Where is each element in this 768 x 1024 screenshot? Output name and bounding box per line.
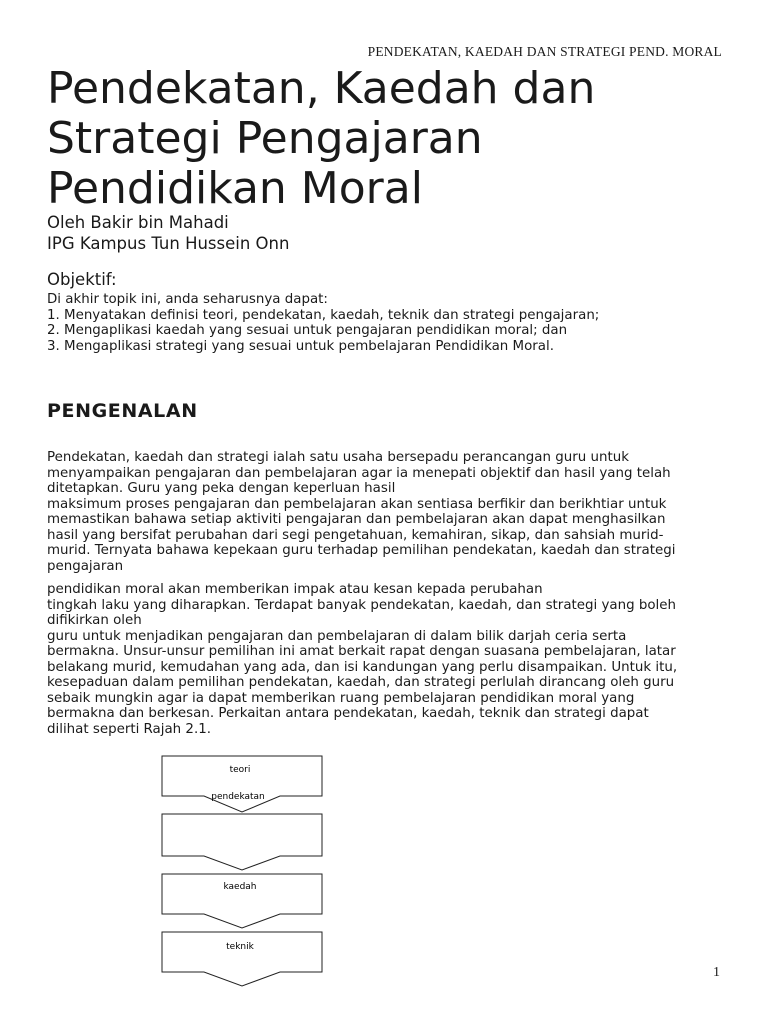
text-line: bermakna dan berkesan. Perkaitan antara pendekatan, kaedah, teknik dan strategi dapat: [47, 706, 649, 721]
diagram-label-teknik: teknik: [226, 942, 254, 952]
objective-item: 2. Mengaplikasi kaedah yang sesuai untuk pengajaran pendidikan moral; dan: [47, 323, 568, 338]
text-line: menyampaikan pengajaran dan pembelajaran agar ia menepati objektif dan hasil yang telah: [47, 465, 671, 481]
text-line: pendidikan moral akan memberikan impak atau kesan kepada perubahan: [47, 582, 543, 597]
objectives-intro: Di akhir topik ini, anda seharusnya dapat:: [47, 292, 328, 307]
text-line: tingkah laku yang diharapkan. Terdapat banyak pendekatan, kaedah, dan strategi yang boleh: [47, 597, 676, 613]
objective-item: 3. Mengaplikasi strategi yang sesuai untuk pembelajaran Pendidikan Moral.: [47, 338, 554, 354]
diagram-box-empty: [162, 814, 322, 870]
text-line: sebaik mungkin agar ia dapat memberikan ruang pembelajaran pendidikan moral yang: [47, 690, 635, 706]
text-line: memastikan bahawa setiap aktiviti pengajaran dan pembelajaran akan dapat menghasilkan: [47, 512, 666, 527]
author-institution: IPG Kampus Tun Hussein Onn: [47, 234, 290, 253]
diagram-box-teknik: [162, 932, 322, 986]
text-line: belakang murid, kemudahan yang ada, dan isi kandungan yang perlu disampaikan. Untuk itu,: [47, 659, 678, 675]
diagram-label-kaedah: kaedah: [223, 882, 257, 892]
text-line: pengajaran: [47, 558, 124, 574]
title-line: Strategi Pengajaran: [47, 113, 483, 164]
text-line: kesepaduan dalam pemilihan pendekatan, kaedah, dan strategi perlulah dirancang oleh guru: [47, 675, 675, 690]
text-line: bermakna. Unsur-unsur pemilihan ini amat berkait rapat dengan suasana pembelajaran, latar: [47, 644, 676, 659]
text-line: hasil yang bersifat perubahan dari segi pengetahuan, kemahiran, sikap, dan sahsiah murid-: [47, 527, 664, 543]
text-line: ditetapkan. Guru yang peka dengan keperluan hasil: [47, 481, 396, 496]
page-number: 1: [713, 965, 720, 980]
text-line: Pendekatan, kaedah dan strategi ialah satu usaha bersepadu perancangan guru untuk: [47, 450, 629, 465]
text-line: difikirkan oleh: [47, 613, 142, 628]
section-heading: PENGENALAN: [47, 400, 198, 422]
text-line: murid. Ternyata bahawa kepekaan guru terhadap pemilihan pendekatan, kaedah dan strategi: [47, 543, 676, 558]
text-line: guru untuk menjadikan pengajaran dan pembelajaran di dalam bilik darjah ceria serta: [47, 628, 627, 644]
diagram-label-teori: teori: [229, 765, 251, 775]
objective-item: 1. Menyatakan definisi teori, pendekatan, kaedah, teknik dan strategi pengajaran;: [47, 307, 600, 323]
author-name: Oleh Bakir bin Mahadi: [47, 213, 229, 232]
diagram-label-pendekatan: pendekatan: [211, 792, 265, 802]
title-line: Pendidikan Moral: [47, 163, 423, 214]
running-header: PENDEKATAN, KAEDAH DAN STRATEGI PEND. MORAL: [367, 44, 722, 59]
title-line: Pendekatan, Kaedah dan: [47, 63, 596, 114]
text-line: maksimum proses pengajaran dan pembelajaran akan sentiasa berfikir dan berikhtiar untuk: [47, 496, 667, 512]
objectives-heading: Objektif:: [47, 270, 117, 289]
text-line: dilihat seperti Rajah 2.1.: [47, 721, 211, 737]
